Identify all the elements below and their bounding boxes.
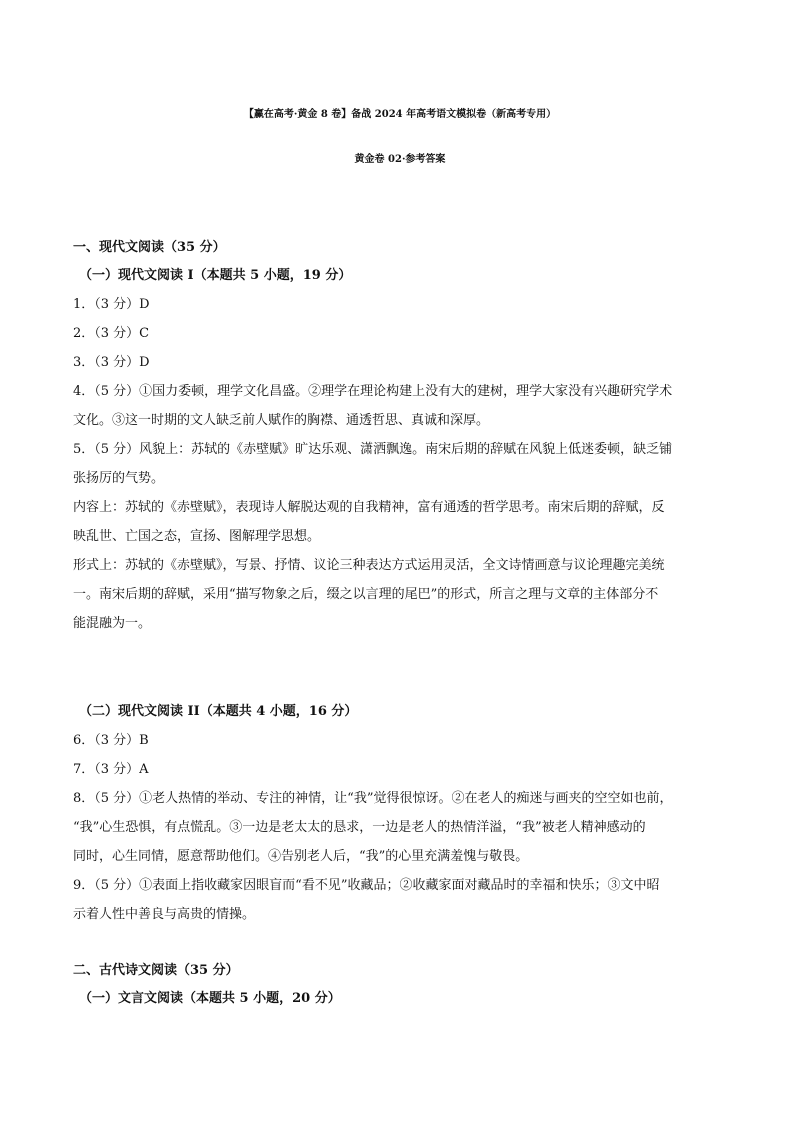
- answer-line: 映乱世、亡国之态，宣扬、图解理学思想。: [73, 529, 321, 544]
- answer-line: 一。南宋后期的辞赋，采用“描写物象之后，缀之以言理的尾巴”的形式，所言之理与文章的主体部分不: [73, 587, 659, 602]
- answer-line: 1．（3 分）D: [73, 297, 150, 312]
- answer-line: 3．（3 分）D: [73, 355, 150, 370]
- part-heading-classical-reading-1: （一）文言文阅读（本题共 5 小题，20 分）: [79, 991, 341, 1006]
- part-heading-modern-reading-1: （一）现代文阅读 I（本题共 5 小题，19 分）: [79, 268, 352, 283]
- answer-line: 形式上：苏轼的《赤壁赋》，写景、抒情、议论三种表达方式运用灵活，全文诗情画意与议论理趣完美统: [73, 558, 665, 573]
- page-subtitle: 黄金卷 02·参考答案: [354, 154, 446, 165]
- answer-line: 内容上：苏轼的《赤壁赋》，表现诗人解脱达观的自我精神，富有通透的哲学思考。南宋后期的辞赋，反: [73, 500, 665, 515]
- answer-line: 6．（3 分）B: [73, 733, 149, 748]
- section-heading-classical-reading: 二、古代诗文阅读（35 分）: [73, 963, 239, 978]
- answer-line: 7．（3 分）A: [73, 762, 149, 777]
- answer-line: 9．（5 分）①表面上指收藏家因眼盲而“看不见”收藏品；②收藏家面对藏品时的幸福和快乐；③文中昭: [73, 878, 660, 893]
- answer-line: 5．（5 分）风貌上：苏轼的《赤壁赋》旷达乐观、潇洒飘逸。南宋后期的辞赋在风貌上低迷委顿，缺乏铺: [73, 442, 673, 457]
- answer-line: 文化。③这一时期的文人缺乏前人赋作的胸襟、通透哲思、真诚和深厚。: [73, 413, 490, 428]
- answer-line: 示着人性中善良与高贵的情操。: [73, 907, 256, 922]
- answer-line: 张扬厉的气势。: [73, 471, 165, 486]
- answer-line: 4．（5 分）①国力委顿，理学文化昌盛。②理学在理论构建上没有大的建树，理学大家没有兴趣研究学术: [73, 384, 673, 399]
- page-title: 【赢在高考·黄金 8 卷】备战 2024 年高考语文模拟卷（新高考专用）: [243, 109, 557, 120]
- answer-line: “我”心生恐惧，有点慌乱。③一边是老太太的恳求，一边是老人的热情洋溢，“我”被老人精神感动的: [73, 820, 646, 835]
- part-heading-modern-reading-2: （二）现代文阅读 II（本题共 4 小题，16 分）: [79, 704, 358, 719]
- answer-line: 同时，心生同情，愿意帮助他们。④告别老人后，“我”的心里充满羞愧与敬畏。: [73, 849, 529, 864]
- answer-content: [73, 238, 733, 1009]
- answer-line: 8．（5 分）①老人热情的举动、专注的神情，让“我”觉得很惊讶。②在老人的痴迷与画夹的空空如也前，: [73, 791, 673, 806]
- answer-line: 能混融为一。: [73, 616, 152, 631]
- section-heading-modern-reading: 一、现代文阅读（35 分）: [73, 240, 226, 255]
- answer-line: 2．（3 分）C: [73, 326, 150, 341]
